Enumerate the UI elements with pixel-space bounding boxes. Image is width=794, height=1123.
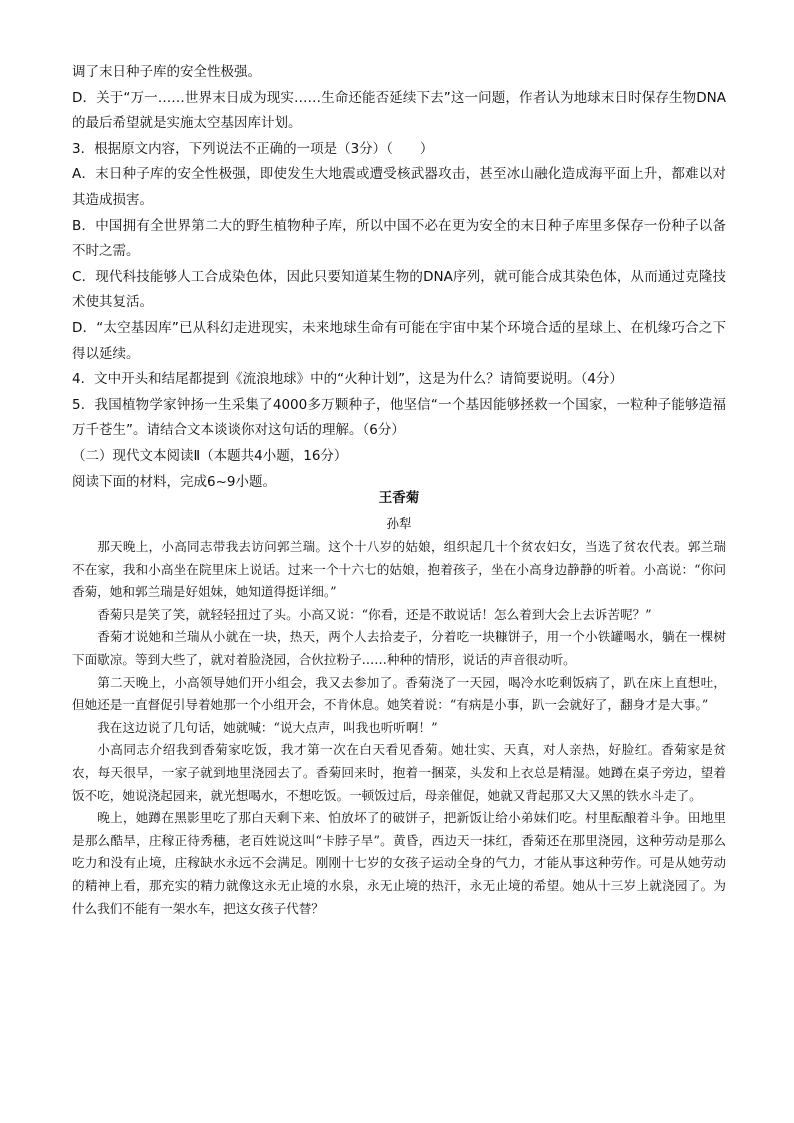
story-title: 王香菊 (378, 490, 420, 506)
option-3b: B．中国拥有全世界第二大的野生植物种子库，所以中国不必在更为安全的末日种子库里多保存一份种子以备不时之需。 (72, 217, 726, 260)
option-3a: A．末日种子库的安全性极强，即使发生大地震或遭受核武器攻击，甚至冰山融化造成海平面上升，都难以对其造成损害。 (72, 166, 726, 208)
question-section (72, 60, 726, 495)
option-c-continuation: 调了末日种子库的安全性极强。 (72, 64, 261, 80)
option-3d: D．“太空基因库”已从科幻走进现实，未来地球生命有可能在宇宙中某个环境合适的星球上、在机缘巧合之下得以延续。 (72, 319, 726, 362)
story-paragraph: 晚上，她蹲在黑影里吃了那白天剩下来、怕放坏了的破饼子，把新饭让给小弟妹们吃。村里酝酿着斗争。田地里是那么酷旱，庄稼正待秀穗，老百姓说这叫“卡脖子旱”。黄昏，西边天一抹红，香菊还在那里浇园，这种劳动是那么吃力和没有止境，庄稼缺水永远不会满足。刚刚十七岁的女孩子运动全身的气力，才能从事这种劳作。可是从她劳动的精神上看，那充实的精力就像这永无止境的水泉，永无止境的热汗，永无止境的希望。她从十三岁上就浇园了。为什么我们不能有一架水车，把这女孩子代替？ (72, 810, 726, 916)
story-author: 孙犁 (386, 516, 412, 531)
story-paragraph: 小高同志介绍我到香菊家吃饭，我才第一次在白天看见香菊。她壮实、天真，对人亲热，好脸红。香菊家是贫农，每天很早，一家子就到地里浇园去了。香菊回来时，抱着一捆菜，头发和上衣总是精湿。她蹲在桌子旁边，望着饭不吃，她说浇起园来，就光想喝水，不想吃饭。一顿饭过后，母亲催促，她就又背起那又大又黑的铁水斗走了。 (72, 742, 726, 803)
story-paragraph: 香菊只是笑了笑，就轻轻扭过了头。小高又说：“你看，还是不敢说话！怎么着到大会上去诉苦呢？” (97, 606, 652, 622)
story-paragraph: 第二天晚上，小高领导她们开小组会，我又去参加了。香菊浇了一天园，喝冷水吃剩饭病了，趴在床上直想吐，但她还是一直督促引导着她那一个小组开会，不肯休息。她笑着说：“有病是小事，趴一会就好了，翻身才是大事。” (72, 674, 726, 713)
option-2d: D．关于“万一……世界末日成为现实……生命还能否延续下去”这一问题，作者认为地球末日时保存生物DNA的最后希望就是实施太空基因库计划。 (72, 89, 726, 132)
story-paragraph: 香菊才说她和兰瑞从小就在一块，热天，两个人去拾麦子，分着吃一块糠饼子，用一个小铁罐喝水，躺在一棵树下面歇凉。等到大些了，就对着脸浇园，合伙拉粉子……种种的情形，说话的声音很动听。 (72, 629, 726, 667)
section-heading: （二）现代文本阅读Ⅱ（本题共4小题，16分） (72, 447, 348, 464)
reading-instruction: 阅读下面的材料，完成6~9小题。 (72, 473, 276, 490)
story-body (72, 536, 726, 920)
story-paragraph: 那天晚上，小高同志带我去访问郭兰瑞。这个十八岁的姑娘，组织起几十个贫农妇女，当选了贫农代表。郭兰瑞不在家，我和小高坐在院里床上说话。过来一个十六七的姑娘，抱着孩子，坐在小高身边静静的听着。小高说：“你问香菊，她和郭兰瑞是好姐妹，她知道得挺详细。” (72, 539, 726, 600)
question-3: 3．根据原文内容，下列说法不正确的一项是（3分）（ ） (72, 140, 434, 157)
story-paragraph: 我在这边说了几句话，她就喊：“说大点声，叫我也听听啊！” (97, 719, 438, 735)
question-5: 5．我国植物学家钟扬一生采集了4000多万颗种子，他坚信“一个基因能够拯救一个国家，一粒种子能够造福万千苍生”。请结合文本谈谈你对这句话的理解。（6分） (72, 396, 726, 439)
question-4: 4．文中开头和结尾都提到《流浪地球》中的“火种计划”，这是为什么？请简要说明。（4分） (72, 371, 623, 388)
option-3c: C．现代科技能够人工合成染色体，因此只要知道某生物的DNA序列，就可能合成其染色体，从而通过克隆技术使其复活。 (72, 268, 726, 311)
